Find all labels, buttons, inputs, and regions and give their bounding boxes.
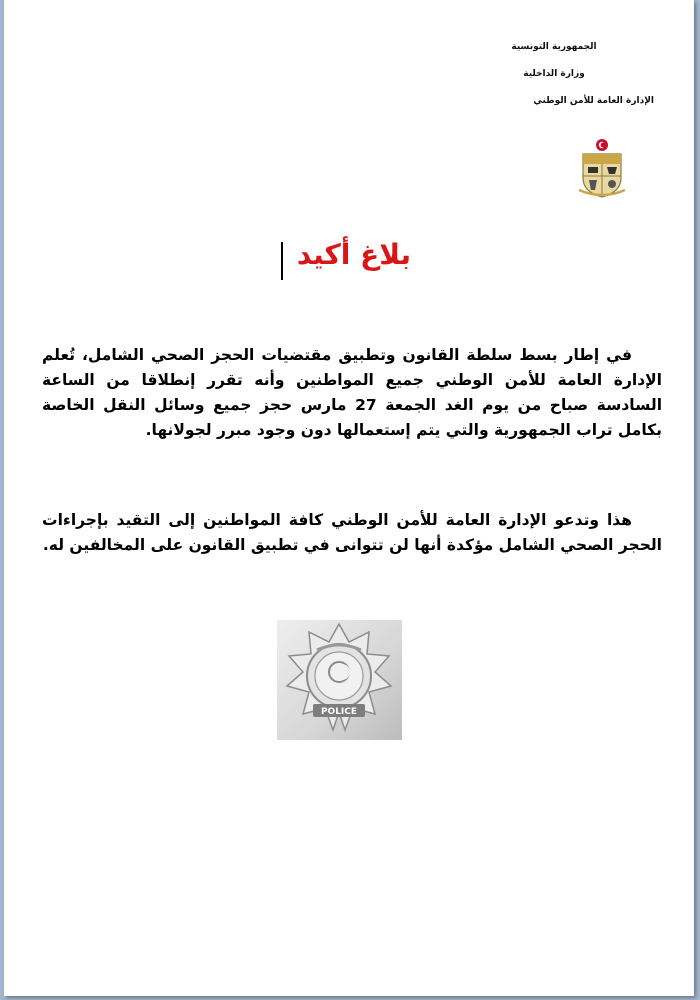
- text-cursor: [281, 242, 283, 280]
- page-title: بلاغ أكيد: [296, 238, 412, 271]
- paragraph-announcement: في إطار بسط سلطة القانون وتطبيق مقتضيات الحجز الصحي الشامل، تُعلم الإدارة العامة للأمن الوطني جميع المواطنين وأنه تقرر إنطلاقا من الساعة السادسة صباح من يوم الغد الجمعة 27 مارس حجز جميع وسائل النقل الخاصة بكامل تراب الجمهورية والتي يتم إستعمالها دون وجود مبرر لجولانها.: [42, 346, 663, 439]
- police-seal-image: [277, 620, 402, 740]
- police-badge-icon: [277, 620, 402, 740]
- letterhead-ministry: وزارة الداخلية: [523, 69, 585, 79]
- document-page: [4, 0, 694, 996]
- paragraph-call-to-comply: هذا وتدعو الإدارة العامة للأمن الوطني كافة المواطنين إلى التقيد بإجراءات الحجر الصحي الشامل مؤكدة أنها لن تتوانى في تطبيق القانون على المخالفين له.: [42, 511, 662, 554]
- tunisia-coat-of-arms-icon: [577, 138, 627, 198]
- letterhead-country: الجمهورية التونسية: [511, 42, 597, 52]
- seal-banner-text: POLICE: [320, 707, 358, 717]
- letterhead-directorate: الإدارة العامة للأمن الوطني: [533, 96, 654, 106]
- letterhead: [454, 42, 654, 123]
